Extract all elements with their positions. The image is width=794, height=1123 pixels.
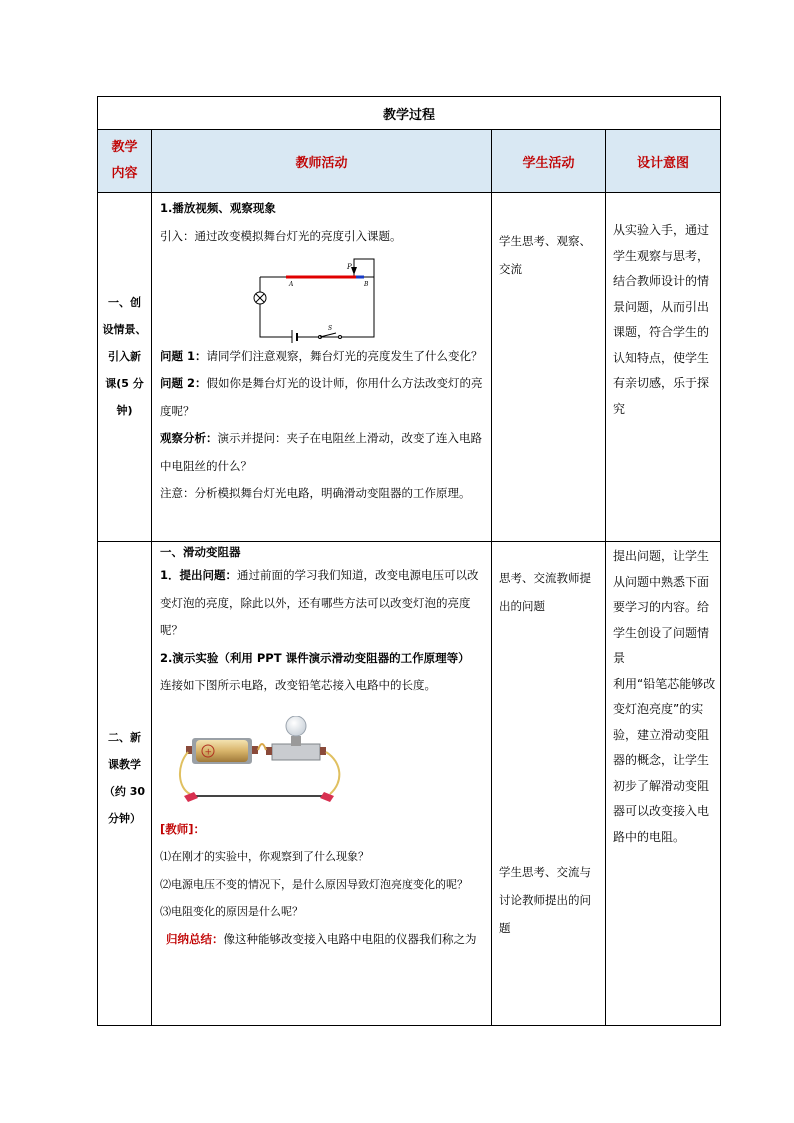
demo-experiment-heading: 2.演示实验（利用 PPT 课件演示滑动变阻器的工作原理等）	[160, 650, 470, 665]
design-intent-new-lesson	[606, 542, 721, 1026]
design-intent-1: 提出问题，让学生从问题中熟悉下面要学习的内容。给学生创设了问题情景	[613, 549, 710, 665]
section-label-new-lesson: 二、新 课教学 （约 30 分钟）	[98, 542, 152, 1026]
label-p: P	[347, 262, 352, 271]
section-new-lesson-row	[98, 542, 721, 1026]
raise-question: 1．提出问题：通过前面的学习我们知道，改变电源电压可以改变灯泡的亮度，除此以外，还有哪些方法可以改变灯泡的亮度呢？	[160, 568, 479, 637]
teacher-activity-intro	[152, 193, 492, 542]
label-a: A	[289, 280, 294, 288]
teacher-tag: [教师]：	[160, 821, 206, 836]
header-row	[98, 130, 721, 193]
sub-question-2: ⑵电源电压不变的情况下，是什么原因导致灯泡亮度变化的呢？	[160, 877, 468, 891]
student-activity-2: 学生思考、交流与讨论教师提出的问题	[499, 865, 591, 935]
question-1: 问题 1：请同学们注意观察，舞台灯光的亮度发生了什么变化？	[160, 348, 483, 363]
sub-question-3: ⑶电阻变化的原因是什么呢？	[160, 905, 303, 918]
table-title: 教学过程	[98, 97, 721, 130]
header-content: 教学 内容	[98, 130, 152, 193]
design-intent-2: 利用“铅笔芯能够改变灯泡亮度”的实验，建立滑动变阻器的概念，让学生初步了解滑动变阻器可以改变接入电路中的电阻。	[613, 676, 716, 844]
observation-analysis: 观察分析：演示并提问：夹子在电阻丝上滑动，改变了连入电路中电阻丝的什么？	[160, 431, 482, 473]
header-student: 学生活动	[492, 130, 606, 193]
header-design: 设计意图	[606, 130, 721, 193]
header-teacher: 教师活动	[152, 130, 492, 193]
teaching-process-table	[97, 96, 721, 1026]
stage-light-circuit-diagram	[240, 257, 380, 343]
student-activity-1: 思考、交流教师提出的问题	[499, 571, 591, 613]
label-b: B	[364, 280, 369, 288]
rheostat-heading: 一、滑动变阻器	[160, 545, 241, 559]
intro-text: 引入：通过改变模拟舞台灯光的亮度引入课题。	[160, 229, 402, 243]
student-activity-new-lesson	[492, 542, 606, 1026]
section-label-intro: 一、创 设情景、 引入新 课(5 分 钟)	[98, 193, 152, 542]
sub-question-1: ⑴在刚才的实验中，你观察到了什么现象？	[160, 850, 369, 863]
svg-text:+: +	[204, 747, 213, 757]
question-2: 问题 2：假如你是舞台灯光的设计师，你用什么方法改变灯的亮度呢？	[160, 376, 483, 418]
demo-experiment-text: 连接如下图所示电路，改变铅笔芯接入电路中的长度。	[160, 678, 436, 692]
intro-heading: 1.播放视频、观察现象	[160, 201, 276, 215]
teacher-activity-new-lesson	[152, 542, 492, 1026]
pencil-lead-circuit-photo	[178, 716, 354, 808]
summary: 归纳总结：像这种能够改变接入电路中电阻的仪器我们称之为	[166, 931, 477, 946]
design-intent-intro: 从实验入手，通过学生观察与思考，结合教师设计的情景问题，从而引出课题，符合学生的认知特点，使学生有亲切感，乐于探究	[606, 193, 721, 542]
note: 注意：分析模拟舞台灯光电路，明确滑动变阻器的工作原理。	[160, 486, 471, 500]
section-intro-row	[98, 193, 721, 542]
label-s: S	[328, 324, 333, 332]
student-activity-intro: 学生思考、观察、交流	[492, 193, 606, 542]
